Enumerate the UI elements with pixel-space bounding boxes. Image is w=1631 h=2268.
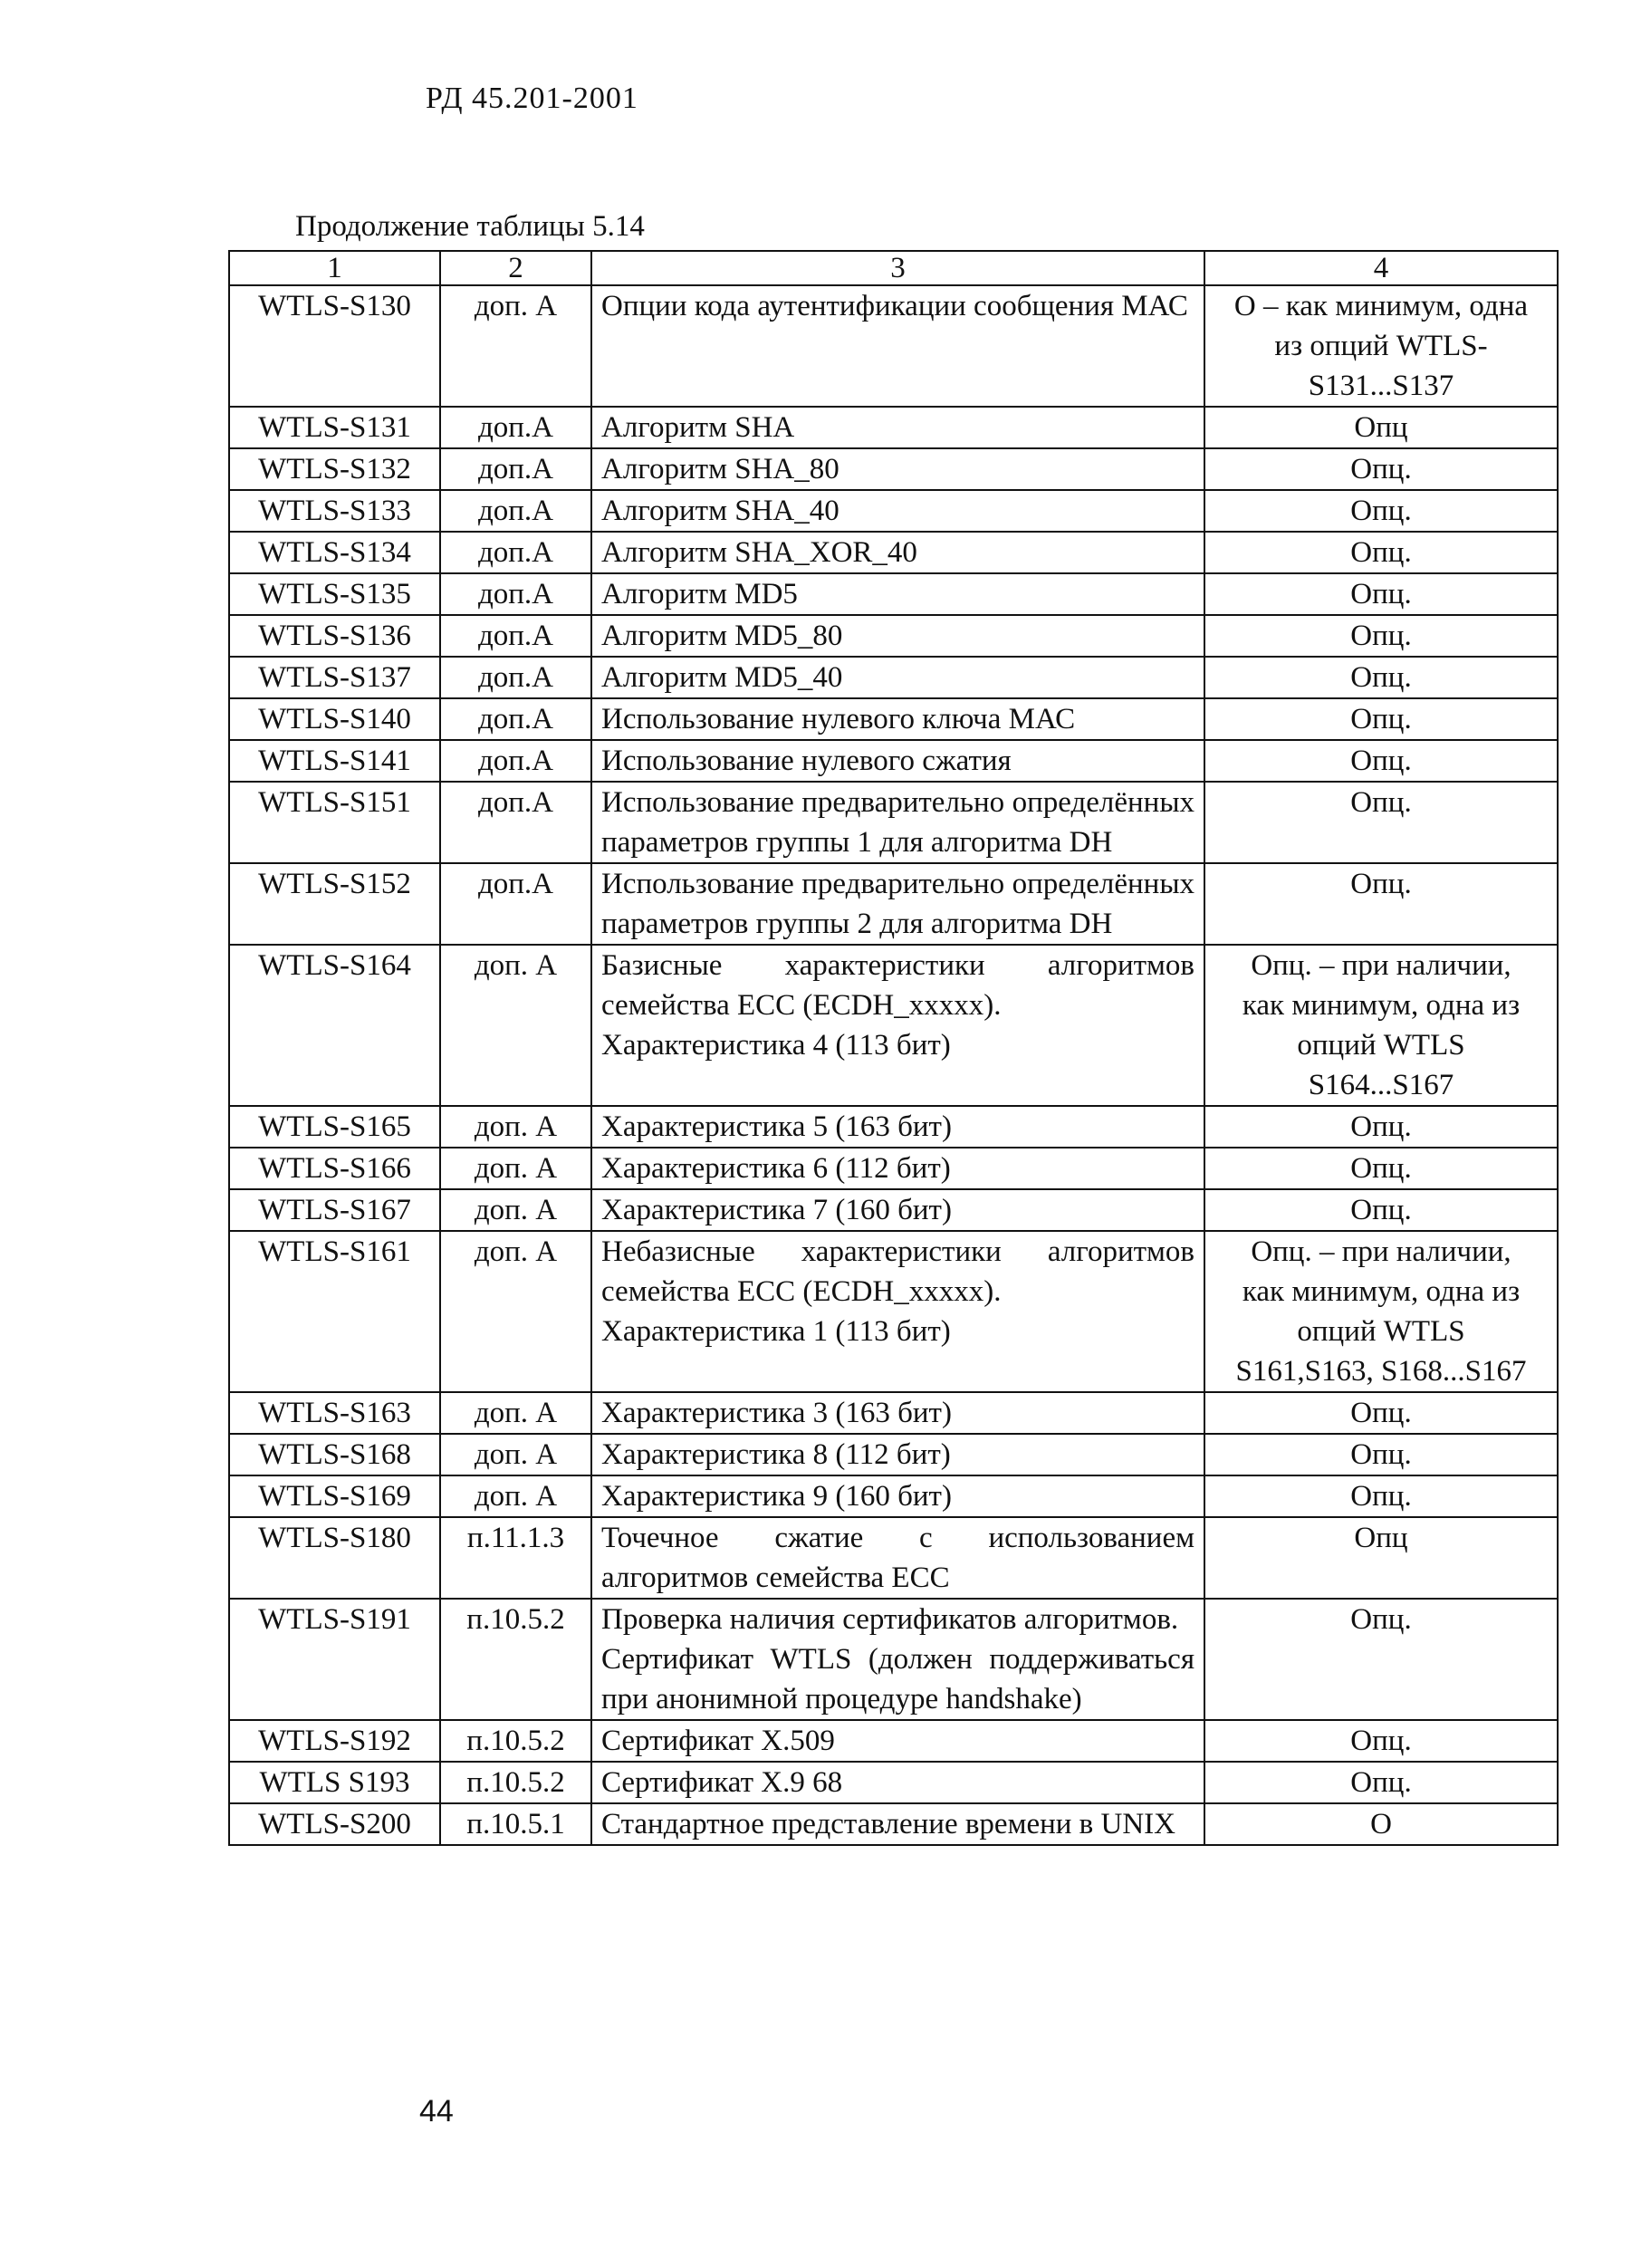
status-line: Опц. — [1350, 1110, 1412, 1143]
reference-cell: доп. А — [440, 945, 591, 1106]
requirement-id-cell: WTLS-S152 — [229, 863, 440, 945]
requirement-id-cell: WTLS-S130 — [229, 285, 440, 407]
reference-cell: доп. А — [440, 1231, 591, 1392]
description-paragraph: Базисные характеристики алгоритмов семейства ЕСС (ECDH_xxxxx). — [601, 949, 1194, 1022]
description-paragraph: Характеристика 1 (113 бит) — [601, 1315, 951, 1348]
status-line: Опц — [1354, 1522, 1408, 1554]
status-cell — [1204, 532, 1558, 573]
reference-cell: доп.А — [440, 407, 591, 448]
description-cell — [591, 573, 1204, 615]
requirement-id-cell: WTLS-S166 — [229, 1148, 440, 1189]
description-paragraph: Характеристика 4 (113 бит) — [601, 1029, 951, 1062]
reference-cell: доп. А — [440, 1189, 591, 1231]
description-cell — [591, 1803, 1204, 1845]
table-row — [229, 740, 1558, 782]
table-row — [229, 1803, 1558, 1845]
status-cell — [1204, 615, 1558, 657]
status-cell — [1204, 285, 1558, 407]
status-cell — [1204, 945, 1558, 1106]
status-line: Опц. — [1350, 453, 1412, 485]
table-row — [229, 532, 1558, 573]
status-line: как минимум, одна из — [1242, 989, 1521, 1022]
description-paragraph: Стандартное представление времени в UNIX — [601, 1808, 1175, 1840]
status-cell — [1204, 1475, 1558, 1517]
status-cell — [1204, 1392, 1558, 1434]
status-line: Опц. – при наличии, — [1251, 1235, 1511, 1268]
description-paragraph: Сертификат X.509 — [601, 1725, 835, 1757]
status-cell — [1204, 1434, 1558, 1475]
description-cell — [591, 1720, 1204, 1762]
description-paragraph: Опции кода аутентификации сообщения МАС — [601, 290, 1188, 322]
requirement-id-cell: WTLS-S135 — [229, 573, 440, 615]
status-line: Опц. — [1350, 536, 1412, 569]
requirement-id-cell: WTLS-S140 — [229, 698, 440, 740]
requirement-id-cell: WTLS-S133 — [229, 490, 440, 532]
requirement-id-cell: WTLS-S137 — [229, 657, 440, 698]
requirement-id-cell: WTLS-S191 — [229, 1599, 440, 1720]
description-paragraph: Алгоритм MD5_80 — [601, 620, 843, 652]
description-cell — [591, 1148, 1204, 1189]
description-paragraph: Алгоритм MD5 — [601, 578, 798, 610]
reference-cell: доп.А — [440, 448, 591, 490]
status-line: Опц. — [1350, 495, 1412, 527]
reference-cell: доп.А — [440, 532, 591, 573]
status-cell — [1204, 490, 1558, 532]
column-header: 4 — [1204, 251, 1558, 285]
status-line: Опц. — [1350, 1194, 1412, 1226]
status-cell — [1204, 1803, 1558, 1845]
status-line: Опц. — [1350, 1603, 1412, 1636]
requirement-id-cell: WTLS-S134 — [229, 532, 440, 573]
reference-cell: доп.А — [440, 782, 591, 863]
description-paragraph: Точечное сжатие с использованием алгоритмов семейства ЕСС — [601, 1522, 1194, 1594]
status-line: О — [1370, 1808, 1392, 1840]
status-line: Опц. — [1350, 868, 1412, 900]
spec-table — [228, 250, 1559, 1846]
status-line: как минимум, одна из — [1242, 1275, 1521, 1308]
description-paragraph: Характеристика 3 (163 бит) — [601, 1397, 952, 1429]
description-cell — [591, 1231, 1204, 1392]
reference-cell: п.11.1.3 — [440, 1517, 591, 1599]
table-row — [229, 1231, 1558, 1392]
reference-cell: п.10.5.2 — [440, 1599, 591, 1720]
document-header: РД 45.201-2001 — [426, 82, 638, 115]
description-cell — [591, 740, 1204, 782]
table-row — [229, 490, 1558, 532]
requirement-id-cell: WTLS-S136 — [229, 615, 440, 657]
status-cell — [1204, 1762, 1558, 1803]
reference-cell: п.10.5.1 — [440, 1803, 591, 1845]
description-paragraph: Характеристика 8 (112 бит) — [601, 1438, 951, 1471]
status-cell — [1204, 1148, 1558, 1189]
requirement-id-cell: WTLS-S151 — [229, 782, 440, 863]
reference-cell: доп. А — [440, 1434, 591, 1475]
description-cell — [591, 407, 1204, 448]
reference-cell: доп.А — [440, 863, 591, 945]
reference-cell: доп.А — [440, 698, 591, 740]
table-row — [229, 1148, 1558, 1189]
description-cell — [591, 945, 1204, 1106]
requirement-id-cell: WTLS-S180 — [229, 1517, 440, 1599]
description-cell — [591, 490, 1204, 532]
status-cell — [1204, 1599, 1558, 1720]
requirement-id-cell: WTLS-S132 — [229, 448, 440, 490]
status-line: Опц. — [1350, 1725, 1412, 1757]
reference-cell: доп.А — [440, 657, 591, 698]
description-cell — [591, 532, 1204, 573]
status-cell — [1204, 740, 1558, 782]
status-line: Опц. – при наличии, — [1251, 949, 1511, 982]
description-paragraph: Характеристика 7 (160 бит) — [601, 1194, 952, 1226]
description-cell — [591, 285, 1204, 407]
table-row — [229, 698, 1558, 740]
reference-cell: доп. А — [440, 1148, 591, 1189]
status-line: Опц — [1354, 411, 1408, 444]
description-cell — [591, 1475, 1204, 1517]
table-row — [229, 1720, 1558, 1762]
status-line: Опц. — [1350, 1766, 1412, 1799]
requirement-id-cell: WTLS-S200 — [229, 1803, 440, 1845]
requirement-id-cell: WTLS-S168 — [229, 1434, 440, 1475]
requirement-id-cell: WTLS-S192 — [229, 1720, 440, 1762]
status-cell — [1204, 1517, 1558, 1599]
status-cell — [1204, 1106, 1558, 1148]
status-cell — [1204, 573, 1558, 615]
status-line: Опц. — [1350, 1397, 1412, 1429]
status-line: опций WTLS — [1297, 1029, 1465, 1062]
table-row — [229, 945, 1558, 1106]
status-line: опций WTLS — [1297, 1315, 1465, 1348]
table-row — [229, 1517, 1558, 1599]
description-cell — [591, 1517, 1204, 1599]
status-cell — [1204, 782, 1558, 863]
status-line: Опц. — [1350, 578, 1412, 610]
table-row — [229, 863, 1558, 945]
status-line: из опций WTLS- — [1274, 330, 1488, 362]
reference-cell: п.10.5.2 — [440, 1762, 591, 1803]
description-paragraph: Сертификат X.9 68 — [601, 1766, 843, 1799]
table-caption: Продолжение таблицы 5.14 — [295, 210, 645, 243]
description-paragraph: Алгоритм SHA — [601, 411, 795, 444]
column-header: 2 — [440, 251, 591, 285]
reference-cell: доп. А — [440, 1475, 591, 1517]
description-paragraph: Алгоритм SHA_40 — [601, 495, 839, 527]
requirement-id-cell: WTLS-S161 — [229, 1231, 440, 1392]
status-line: Опц. — [1350, 1152, 1412, 1185]
reference-cell: доп.А — [440, 490, 591, 532]
status-line: Опц. — [1350, 661, 1412, 694]
status-line: S131...S137 — [1308, 370, 1454, 402]
reference-cell: доп. А — [440, 285, 591, 407]
reference-cell: доп. А — [440, 1106, 591, 1148]
status-line: S164...S167 — [1308, 1069, 1454, 1101]
description-cell — [591, 1106, 1204, 1148]
description-paragraph: Алгоритм SHA_XOR_40 — [601, 536, 917, 569]
reference-cell: п.10.5.2 — [440, 1720, 591, 1762]
description-paragraph: Характеристика 5 (163 бит) — [601, 1110, 952, 1143]
description-paragraph: Использование предварительно определённых параметров группы 2 для алгоритма DH — [601, 868, 1194, 940]
table-row — [229, 1475, 1558, 1517]
table-row — [229, 1189, 1558, 1231]
status-line: Опц. — [1350, 620, 1412, 652]
status-cell — [1204, 1231, 1558, 1392]
status-cell — [1204, 863, 1558, 945]
status-line: Опц. — [1350, 1480, 1412, 1513]
requirement-id-cell: WTLS-S163 — [229, 1392, 440, 1434]
description-cell — [591, 1189, 1204, 1231]
table-row — [229, 615, 1558, 657]
reference-cell: доп.А — [440, 740, 591, 782]
requirement-id-cell: WTLS-S131 — [229, 407, 440, 448]
status-cell — [1204, 407, 1558, 448]
description-paragraph: Сертификат WTLS (должен поддерживаться при анонимной процедуре handshake) — [601, 1643, 1194, 1715]
description-cell — [591, 615, 1204, 657]
status-line: S161,S163, S168...S167 — [1235, 1355, 1527, 1388]
status-line: Опц. — [1350, 745, 1412, 777]
status-line: О – как минимум, одна — [1233, 290, 1529, 322]
description-paragraph: Алгоритм SHA_80 — [601, 453, 839, 485]
reference-cell: доп.А — [440, 615, 591, 657]
status-cell — [1204, 1720, 1558, 1762]
description-paragraph: Алгоритм MD5_40 — [601, 661, 843, 694]
page-number: 44 — [419, 2094, 454, 2129]
table-row — [229, 782, 1558, 863]
description-paragraph: Небазисные характеристики алгоритмов семейства ЕСС (ECDH_xxxxx). — [601, 1235, 1194, 1308]
reference-cell: доп. А — [440, 1392, 591, 1434]
description-paragraph: Использование нулевого сжатия — [601, 745, 1012, 777]
requirement-id-cell: WTLS-S165 — [229, 1106, 440, 1148]
reference-cell: доп.А — [440, 573, 591, 615]
description-cell — [591, 448, 1204, 490]
requirement-id-cell: WTLS S193 — [229, 1762, 440, 1803]
description-cell — [591, 1762, 1204, 1803]
requirement-id-cell: WTLS-S169 — [229, 1475, 440, 1517]
requirement-id-cell: WTLS-S164 — [229, 945, 440, 1106]
status-cell — [1204, 657, 1558, 698]
description-cell — [591, 698, 1204, 740]
table-row — [229, 1762, 1558, 1803]
table-row — [229, 657, 1558, 698]
description-cell — [591, 863, 1204, 945]
table-body — [229, 251, 1558, 1845]
table-row — [229, 573, 1558, 615]
description-cell — [591, 657, 1204, 698]
description-cell — [591, 782, 1204, 863]
description-cell — [591, 1434, 1204, 1475]
table-row — [229, 407, 1558, 448]
table-row — [229, 1434, 1558, 1475]
table-header-row — [229, 251, 1558, 285]
table-row — [229, 448, 1558, 490]
table-row — [229, 285, 1558, 407]
status-line: Опц. — [1350, 703, 1412, 735]
description-paragraph: Проверка наличия сертификатов алгоритмов. — [601, 1603, 1179, 1636]
description-paragraph: Использование предварительно определённых параметров группы 1 для алгоритма DH — [601, 786, 1194, 859]
status-line: Опц. — [1350, 786, 1412, 819]
column-header: 3 — [591, 251, 1204, 285]
description-paragraph: Использование нулевого ключа МАС — [601, 703, 1076, 735]
status-line: Опц. — [1350, 1438, 1412, 1471]
status-cell — [1204, 1189, 1558, 1231]
description-paragraph: Характеристика 9 (160 бит) — [601, 1480, 952, 1513]
status-cell — [1204, 698, 1558, 740]
table-row — [229, 1599, 1558, 1720]
column-header: 1 — [229, 251, 440, 285]
requirement-id-cell: WTLS-S167 — [229, 1189, 440, 1231]
description-cell — [591, 1392, 1204, 1434]
status-cell — [1204, 448, 1558, 490]
table-row — [229, 1392, 1558, 1434]
description-paragraph: Характеристика 6 (112 бит) — [601, 1152, 951, 1185]
requirement-id-cell: WTLS-S141 — [229, 740, 440, 782]
table-row — [229, 1106, 1558, 1148]
description-cell — [591, 1599, 1204, 1720]
